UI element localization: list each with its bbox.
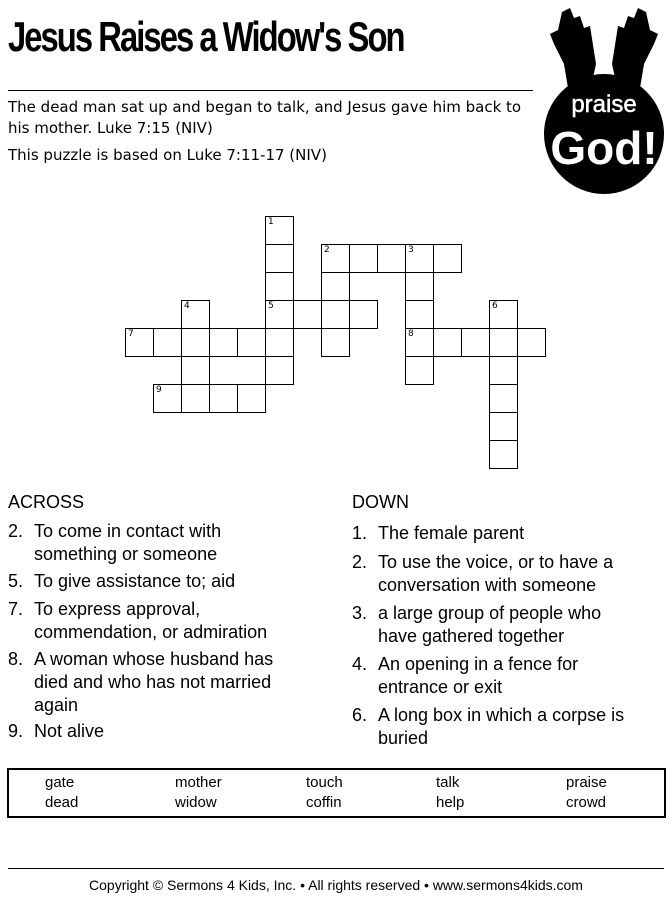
grid-cell[interactable] [265,328,294,357]
grid-cell[interactable] [489,412,518,441]
word-bank [7,768,666,818]
clue-number: 2 [324,245,330,255]
praise-god-logo [540,4,668,200]
grid-cell[interactable] [209,328,238,357]
grid-cell[interactable] [489,300,518,329]
grid-cell[interactable] [377,244,406,273]
grid-cell[interactable] [321,300,350,329]
clue-number: 1 [268,217,274,227]
word-bank-item: gate [45,774,75,791]
grid-cell[interactable] [265,272,294,301]
across-heading: ACROSS [8,492,85,512]
word-bank-item: dead [45,794,79,811]
grid-cell[interactable] [153,384,182,413]
clue-text: The female parent [378,523,525,543]
grid-cell[interactable] [181,384,210,413]
clue-text: To use the voice, or to have a conversation with someone [378,552,614,595]
grid-cell[interactable] [265,356,294,385]
grid-cell[interactable] [321,328,350,357]
clue-text: Not alive [34,721,105,741]
grid-cell[interactable] [405,356,434,385]
clue-number: 5 [268,301,274,311]
down-heading: DOWN [352,492,409,512]
grid-cell[interactable] [265,300,294,329]
clue-num: 2. [352,552,368,572]
copyright-footer: Copyright © Sermons 4 Kids, Inc. • All rights reserved • www.sermons4kids.com [89,877,583,893]
clue-num: 9. [8,721,24,741]
word-bank-item: mother [175,774,222,791]
clue-num: 6. [352,705,368,725]
footer-divider [8,868,664,869]
clue-num: 7. [8,599,24,619]
clue-num: 3. [352,603,368,623]
grid-cell[interactable] [321,272,350,301]
grid-cell[interactable] [433,244,462,273]
grid-cell[interactable] [125,328,154,357]
grid-cell[interactable] [293,300,322,329]
grid-cell[interactable] [349,244,378,273]
clue-number: 4 [184,301,190,311]
grid-cell[interactable] [489,440,518,469]
clue-num: 2. [8,521,24,541]
grid-cell[interactable] [181,356,210,385]
title-divider [8,90,533,91]
word-bank-item: touch [306,774,343,791]
clue-text: To express approval, commendation, or admiration [34,599,268,642]
grid-cell[interactable] [489,328,518,357]
page-title: Jesus Raises a Widow's Son [8,13,404,60]
grid-cell[interactable] [489,384,518,413]
clue-num: 8. [8,649,24,669]
grid-cell[interactable] [461,328,490,357]
clue-num: 1. [352,523,368,543]
clue-num: 5. [8,571,24,591]
word-bank-item: coffin [306,794,342,811]
logo-god-text: God! [550,122,658,174]
grid-cell[interactable] [237,384,266,413]
clue-text: An opening in a fence for entrance or exit [378,654,579,697]
clue-text: To come in contact with something or someone [34,521,222,564]
clue-text: To give assistance to; aid [34,571,236,591]
grid-cell[interactable] [209,384,238,413]
scripture-reference: This puzzle is based on Luke 7:11-17 (NIV) [8,146,327,164]
clue-text: A woman whose husband has died and who has not married again [34,649,274,715]
word-bank-item: crowd [566,794,607,811]
logo-praise-text: praise [571,91,637,118]
clue-text: a large group of people who have gathered together [378,603,602,646]
grid-cell[interactable] [237,328,266,357]
clue-number: 7 [128,329,134,339]
word-bank-item: widow [175,794,217,811]
grid-cell[interactable] [433,328,462,357]
word-bank-item: talk [436,774,460,791]
grid-cell[interactable] [405,244,434,273]
clue-text: A long box in which a corpse is buried [378,705,625,748]
clue-number: 9 [156,385,162,395]
grid-cell[interactable] [405,272,434,301]
word-bank-item: help [436,794,465,811]
verse-text: The dead man sat up and began to talk, and Jesus gave him back to his mother. Luke 7:15 (NIV) [8,98,522,137]
clue-number: 3 [408,245,414,255]
grid-cell[interactable] [181,328,210,357]
grid-cell[interactable] [405,300,434,329]
grid-cell[interactable] [321,244,350,273]
grid-cell[interactable] [405,328,434,357]
clue-num: 4. [352,654,368,674]
grid-cell[interactable] [265,216,294,245]
grid-cell[interactable] [181,300,210,329]
grid-cell[interactable] [489,356,518,385]
clue-number: 6 [492,301,498,311]
grid-cell[interactable] [153,328,182,357]
grid-cell[interactable] [265,244,294,273]
word-bank-item: praise [566,774,607,791]
grid-cell[interactable] [349,300,378,329]
clue-number: 8 [408,329,414,339]
grid-cell[interactable] [517,328,546,357]
